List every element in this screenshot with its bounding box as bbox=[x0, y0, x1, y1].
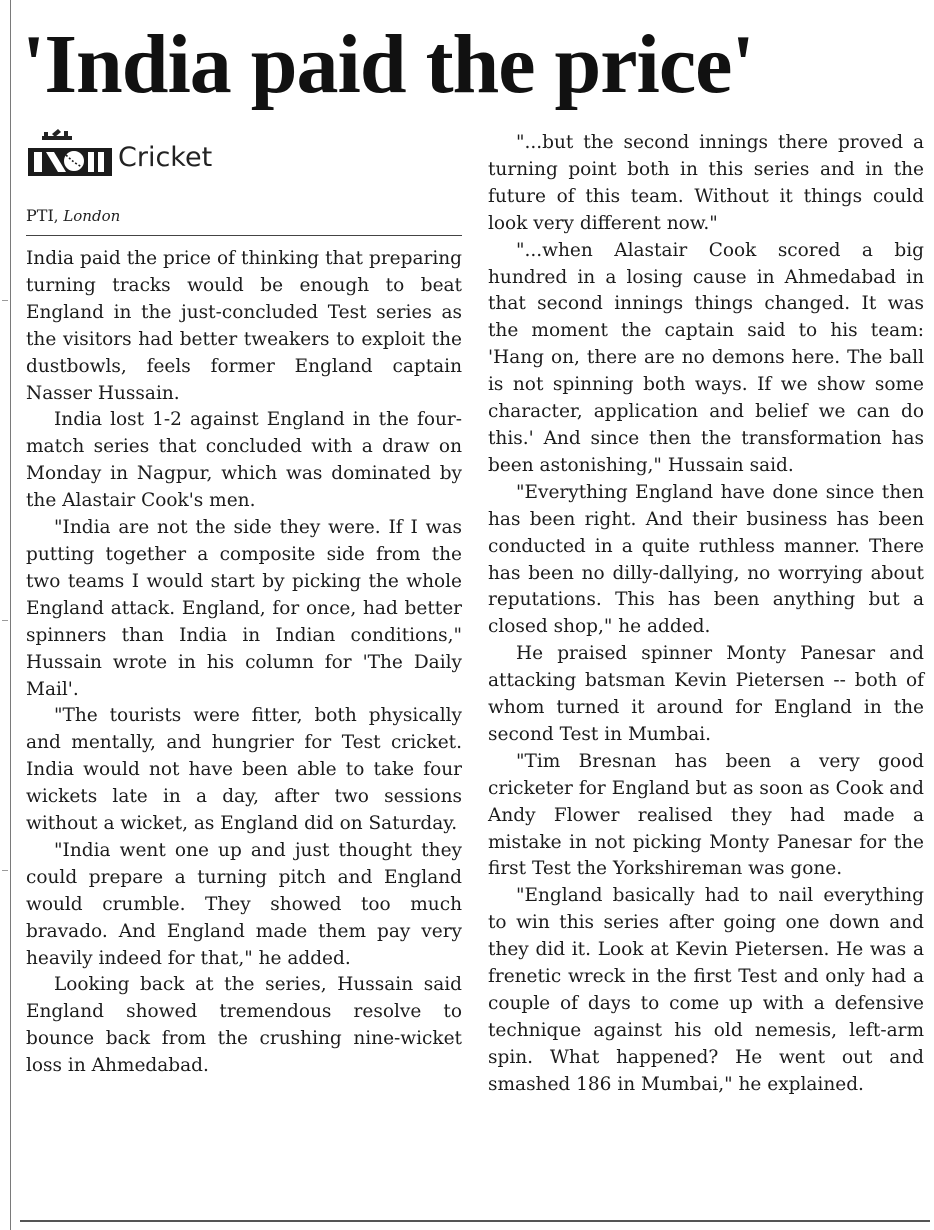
paragraph: "The tourists were fitter, both physically and mentally, and hungrier for Test cricket. India would not have been able to take four wickets late in a day, after two sessions without a wicket, as England did on Saturday. bbox=[26, 705, 462, 835]
paragraph: "Tim Bresnan has been a very good cricketer for England but as soon as Cook and Andy Flower realised they had made a mistake in not picking Monty Panesar for the first Test the Yorkshireman was gone. bbox=[488, 750, 924, 880]
byline-divider bbox=[26, 235, 462, 236]
paragraph: "...but the second innings there proved a turning point both in this series and in the future of this team. Without it things could look very different now." bbox=[488, 132, 924, 234]
paragraph: "England basically had to nail everything to win this series after going one down and they did it. Look at Kevin Pietersen. He was a frenetic wreck in the first Test and only had a couple of days to come up with a defensive technique against his old nemesis, left-arm spin. What happened? He went out and smashed 186 in Mumbai," he explained. bbox=[488, 885, 924, 1095]
margin-tick bbox=[2, 870, 8, 871]
paragraph: "...when Alastair Cook scored a big hundred in a losing cause in Ahmedabad in that second innings things changed. It was the moment the captain said to his team: 'Hang on, there are no demons here. The ball is not spinning both ways. If we show some character, application and belief we can do this.' And since then the transformation has been astonishing," Hussain said. bbox=[488, 239, 924, 476]
headline: 'India paid the price' bbox=[22, 18, 754, 111]
margin-tick bbox=[2, 300, 8, 301]
paragraph: Looking back at the series, Hussain said England showed tremendous resolve to bounce back from the crushing nine-wicket loss in Ahmedabad. bbox=[26, 974, 462, 1077]
page-margin-rule bbox=[10, 0, 11, 1230]
cricket-bat-ball-icon bbox=[26, 128, 114, 178]
paragraph: He praised spinner Monty Panesar and attacking batsman Kevin Pietersen -- both of whom turned it around for England in the second Test in Mumbai. bbox=[488, 643, 924, 745]
byline: PTI, London bbox=[26, 206, 121, 225]
section-label bbox=[26, 128, 462, 178]
byline-location: London bbox=[63, 207, 121, 225]
margin-tick bbox=[2, 620, 8, 621]
bottom-divider bbox=[20, 1220, 930, 1222]
byline-agency: PTI bbox=[26, 206, 54, 225]
section-title: Cricket bbox=[118, 142, 213, 173]
article-column-right bbox=[488, 130, 924, 1099]
paragraph: "India are not the side they were. If I was putting together a composite side from the two teams I would start by picking the whole England attack. England, for once, had better spinners than India in Indian conditions," Hussain wrote in his column for 'The Daily Mail'. bbox=[26, 517, 462, 700]
paragraph: India paid the price of thinking that preparing turning tracks would be enough to beat England in the just-concluded Test series as the visitors had better tweakers to exploit the dustbowls, feels former England captain Nasser Hussain. bbox=[26, 248, 462, 404]
paragraph: "Everything England have done since then has been right. And their business has been conducted in a quite ruthless manner. There has been no dilly-dallying, no worrying about reputations. This has been anything but a closed shop," he added. bbox=[488, 481, 924, 638]
paragraph: India lost 1-2 against England in the four-match series that concluded with a draw on Monday in Nagpur, which was dominated by the Alastair Cook's men. bbox=[26, 409, 462, 512]
paragraph: "India went one up and just thought they could prepare a turning pitch and England would crumble. They showed too much bravado. And England made them pay very heavily indeed for that," he added. bbox=[26, 839, 462, 969]
article-column-left bbox=[26, 246, 462, 1080]
